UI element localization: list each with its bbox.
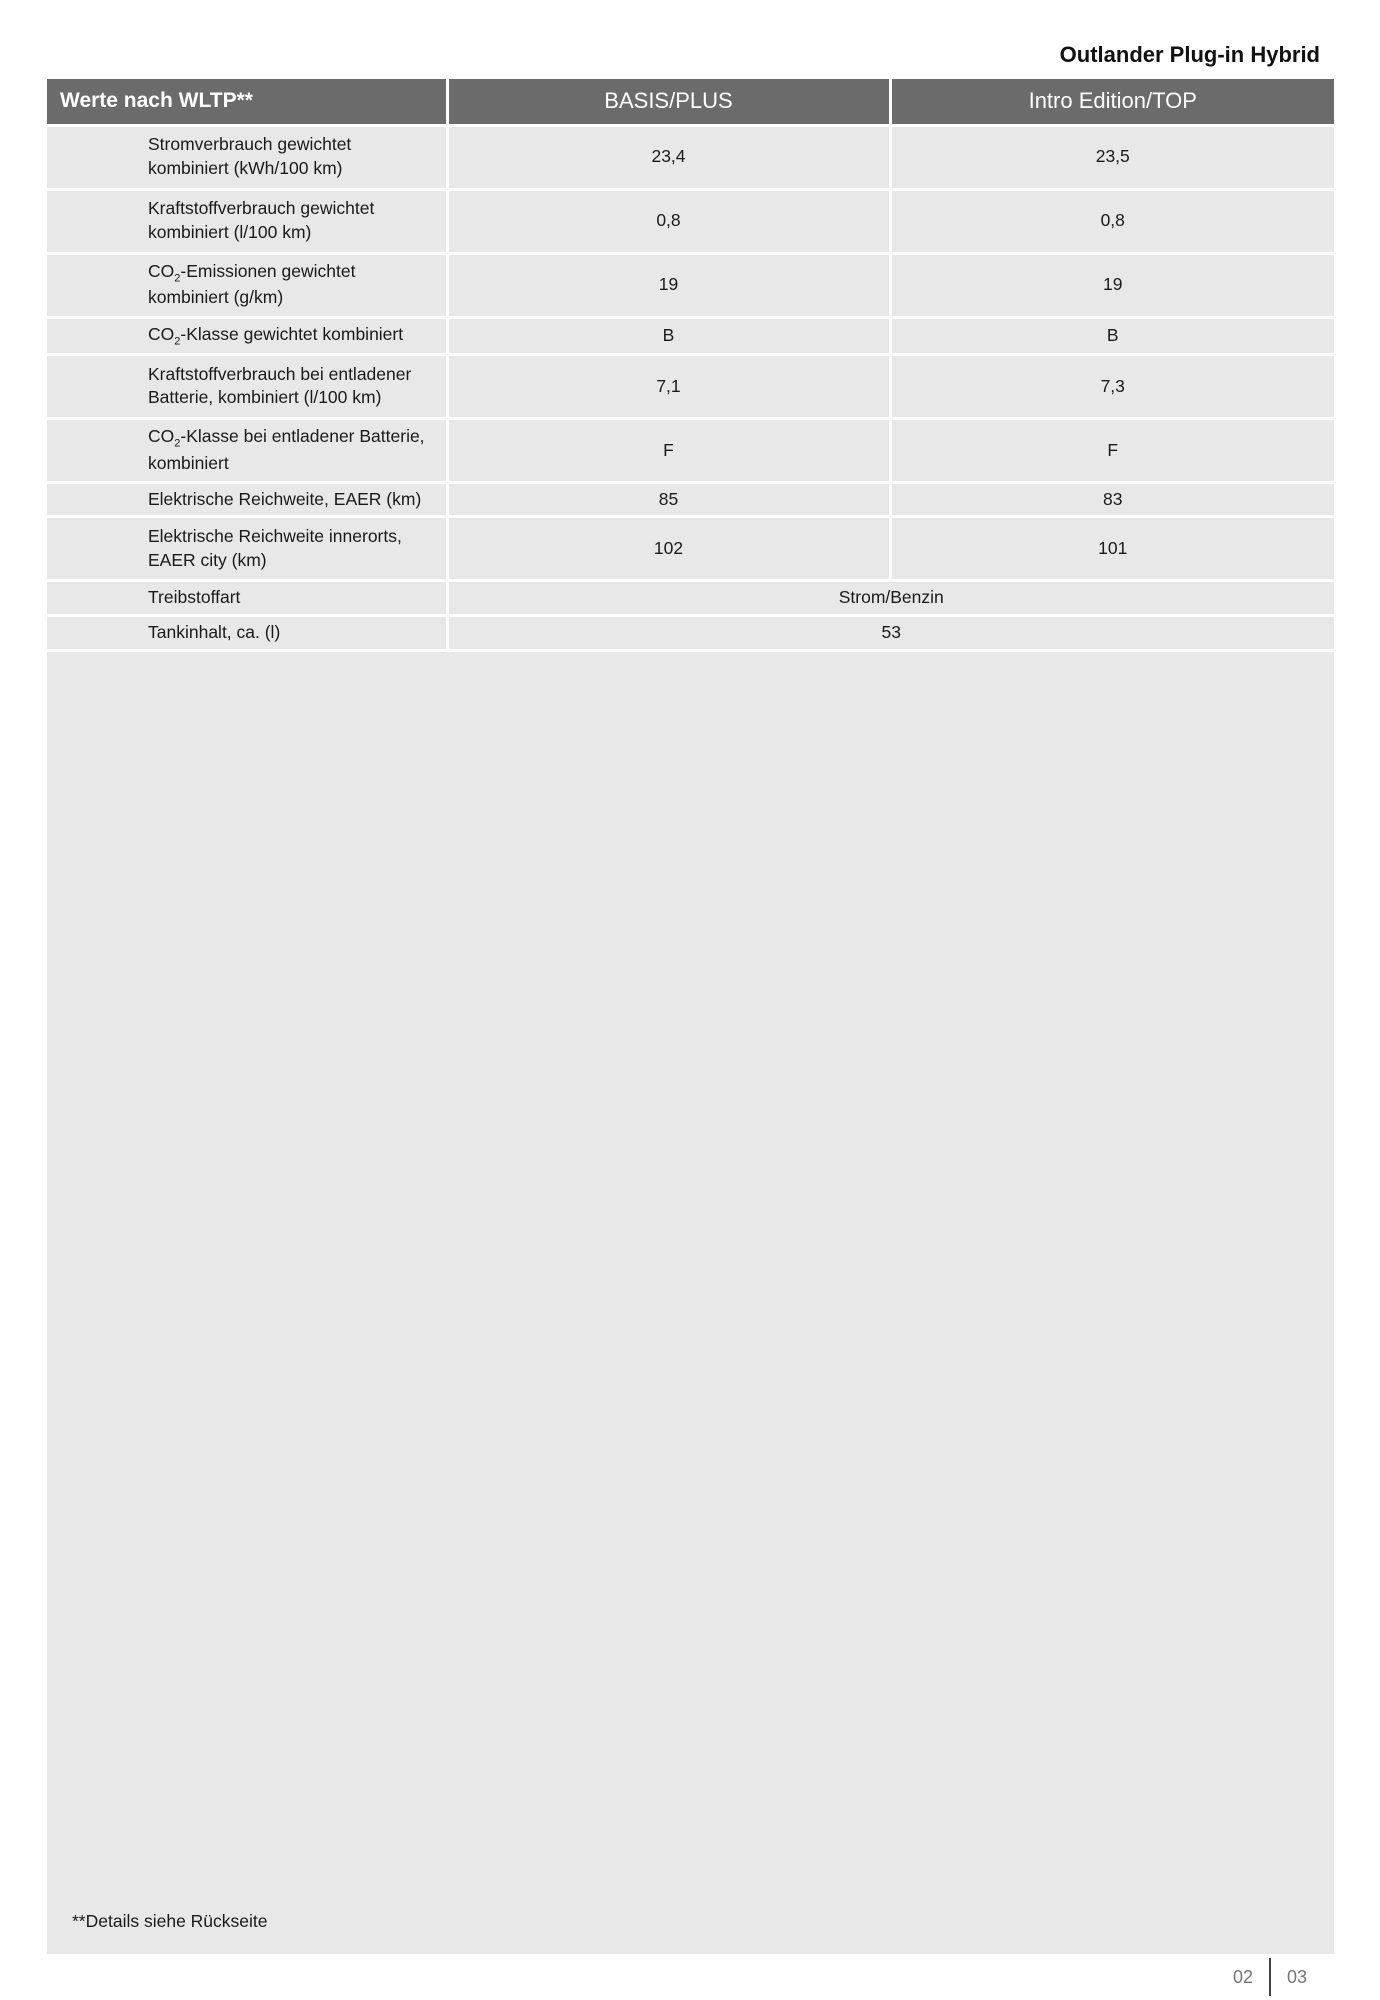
value-intro-top: 7,3 [890,354,1334,418]
table-row [47,354,1334,418]
table-row [47,189,1334,253]
header-col-intro-top: Intro Edition/TOP [890,79,1334,125]
value-intro-top: F [890,418,1334,482]
table-row [47,482,1334,517]
value-basis-plus: B [447,317,890,354]
value-both-variants: Strom/Benzin [447,581,1334,616]
table-row [47,125,1334,189]
value-basis-plus: 102 [447,517,890,581]
header-label: Werte nach WLTP** [47,79,447,125]
row-label-line2: kombiniert [148,452,229,473]
row-label-line1: -Emissionen gewichtet [180,261,356,282]
value-intro-top: 0,8 [890,189,1334,253]
page-divider [1269,1958,1271,1996]
row-label [47,253,447,317]
row-label [47,189,447,253]
row-label: Tankinhalt, ca. (l) [47,616,447,651]
page-numbers [1233,1958,1307,1996]
table-row [47,317,1334,354]
value-intro-top: 19 [890,253,1334,317]
table-header-row [47,79,1334,125]
row-label: Elektrische Reichweite, EAER (km) [47,482,447,517]
page-number-right: 03 [1287,1966,1308,1987]
row-label [47,354,447,418]
value-both-variants: 53 [447,616,1334,651]
row-label [47,317,447,354]
table-row [47,581,1334,616]
row-label [47,418,447,482]
value-intro-top: 23,5 [890,125,1334,189]
table-row [47,517,1334,581]
co2-subscript: 2 [174,335,181,347]
row-label-line1: -Klasse bei entladener Batterie, [180,426,425,447]
value-basis-plus: 23,4 [447,125,890,189]
table-row [47,418,1334,482]
row-label-line2: kombiniert (l/100 km) [148,222,312,242]
row-label-line2: kombiniert (g/km) [148,287,284,308]
value-intro-top: 101 [890,517,1334,581]
value-basis-plus: 0,8 [447,189,890,253]
row-label-line1: Kraftstoffverbrauch bei entladener [148,363,412,384]
value-basis-plus: 19 [447,253,890,317]
row-label-line2: Batterie, kombiniert (l/100 km) [148,387,382,408]
value-basis-plus: 85 [447,482,890,517]
header-col-basis-plus: BASIS/PLUS [447,79,890,125]
row-label-line2: EAER city (km) [148,549,267,570]
co2-subscript: 2 [174,437,181,450]
table-row [47,616,1334,651]
row-label [47,125,447,189]
table-row [47,253,1334,317]
row-label-line1: Kraftstoffverbrauch gewichtet [148,198,375,219]
co2-prefix: CO [148,323,175,344]
document-title: Outlander Plug-in Hybrid [1059,42,1320,67]
row-label-line2: kombiniert (kWh/100 km) [148,158,343,178]
value-basis-plus: 7,1 [447,354,890,418]
co2-prefix: CO [148,426,175,447]
page-number-left: 02 [1233,1966,1254,1987]
row-label [47,517,447,581]
value-intro-top: 83 [890,482,1334,517]
value-intro-top: B [890,317,1334,354]
value-basis-plus: F [447,418,890,482]
co2-subscript: 2 [174,272,181,285]
row-label-line1: -Klasse gewichtet kombiniert [180,323,404,344]
row-label-line1: Stromverbrauch gewichtet [148,134,352,155]
wltp-spec-table [47,79,1334,652]
row-label-line1: Elektrische Reichweite innerorts, [148,526,402,547]
co2-prefix: CO [148,261,175,282]
footnote: **Details siehe Rückseite [72,1911,268,1931]
row-label: Treibstoffart [47,581,447,616]
